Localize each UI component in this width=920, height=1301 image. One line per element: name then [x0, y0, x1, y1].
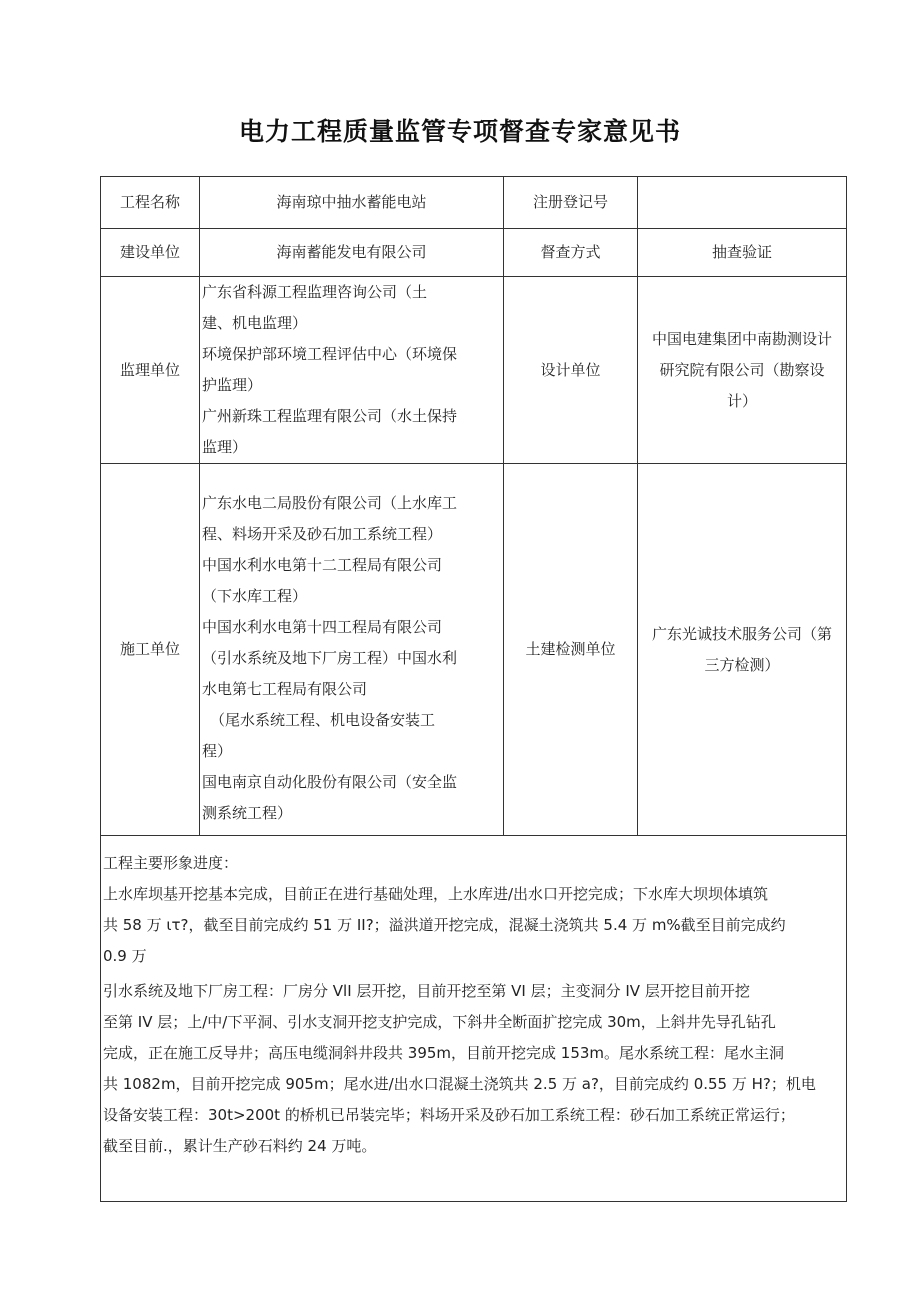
- label-project-name: 工程名称: [101, 177, 200, 229]
- design-line: 研究院有限公司（勘察设: [659, 360, 825, 379]
- progress-line: 共 58 万 ιτ?，截至目前完成约 51 万 II?；溢洪道开挖完成，混凝土浇筑共 5.4 万 m%截至目前完成约: [103, 916, 786, 934]
- value-construction-owner: 海南蓄能发电有限公司: [200, 229, 504, 277]
- label-supervisor: 监理单位: [101, 277, 200, 464]
- value-registration-number: [638, 177, 847, 229]
- value-testing-unit: [638, 464, 847, 836]
- progress-line: 至第 IV 层；上/中/下平洞、引水支洞开挖支护完成，下斜井全断面扩挖完成 30m，上斜井先导孔钻孔: [103, 1013, 776, 1031]
- label-construction-unit: 施工单位: [101, 464, 200, 836]
- progress-line: 上水库坝基开挖基本完成，目前正在进行基础处理，上水库进/出水口开挖完成；下水库大坝坝体填筑: [103, 885, 769, 903]
- construction-line: 中国水利水电第十四工程局有限公司: [202, 618, 443, 636]
- row-supervisor: [101, 277, 847, 464]
- progress-line: 完成，正在施工反导井；高压电缆洞斜井段共 395m，目前开挖完成 153m。尾水系统工程：尾水主洞: [103, 1044, 785, 1062]
- page-title: 电力工程质量监管专项督查专家意见书: [238, 117, 681, 146]
- inspection-form-table: [100, 176, 847, 1202]
- supervisor-line: 环境保护部环境工程评估中心（环境保: [202, 345, 458, 363]
- supervisor-line: 护监理）: [202, 376, 263, 394]
- progress-section: [101, 836, 847, 1202]
- design-line: 计）: [726, 391, 757, 410]
- label-testing-unit: 土建检测单位: [504, 464, 638, 836]
- progress-line: 共 1082m，目前开挖完成 905m；尾水进/出水口混凝土浇筑共 2.5 万 a?，目前完成约 0.55 万 H?；机电: [103, 1075, 816, 1093]
- row-progress: [101, 836, 847, 1202]
- supervisor-line: 建、机电监理）: [202, 314, 308, 332]
- progress-paragraph-1: [103, 879, 844, 972]
- progress-line: 引水系统及地下厂房工程：厂房分 VlI 层开挖，目前开挖至第 VI 层；主变洞分 IV 层开挖目前开挖: [103, 982, 750, 1000]
- progress-line: 0.9 万: [103, 947, 147, 965]
- label-inspection-method: 督查方式: [504, 229, 638, 277]
- testing-line: 广东光诚技术服务公司（第: [651, 624, 832, 643]
- value-construction-unit: [200, 464, 504, 836]
- label-design-unit: 设计单位: [504, 277, 638, 464]
- value-design-unit: [638, 277, 847, 464]
- construction-line: 程、料场开采及砂石加工系统工程）: [202, 525, 443, 543]
- design-line: 中国电建集团中南勘测设计: [651, 329, 832, 348]
- supervisor-line: 广州新珠工程监理有限公司（水土保持: [202, 407, 458, 425]
- supervisor-line: 广东省科源工程监理咨询公司（土: [202, 283, 428, 301]
- construction-line: （尾水系统工程、机电设备安装工: [210, 711, 436, 729]
- construction-line: 水电第七工程局有限公司: [202, 680, 368, 698]
- testing-line: 三方检测）: [704, 655, 780, 674]
- supervisor-line: 监理）: [202, 438, 248, 456]
- row-builder: [101, 229, 847, 277]
- label-construction-owner: 建设单位: [101, 229, 200, 277]
- construction-line: 广东水电二局股份有限公司（上水库工: [202, 494, 458, 512]
- construction-line: （引水系统及地下厂房工程）中国水利: [202, 649, 458, 667]
- construction-line: （下水库工程）: [202, 587, 308, 605]
- construction-line: 中国水利水电第十二工程局有限公司: [202, 556, 443, 574]
- row-construction: [101, 464, 847, 836]
- progress-line: 设备安装工程：30t>200t 的桥机已吊装完毕；料场开采及砂石加工系统工程：砂石加工系统正常运行；: [103, 1106, 795, 1124]
- progress-heading: 工程主要形象进度：: [103, 854, 239, 872]
- value-supervisor: [200, 277, 504, 464]
- value-project-name: 海南琼中抽水蓄能电站: [200, 177, 504, 229]
- progress-line: 截至目前.，累计生产砂石料约 24 万吨。: [103, 1137, 377, 1155]
- construction-line: 国电南京自动化股份有限公司（安全监: [202, 773, 458, 791]
- progress-paragraph-2: [103, 976, 844, 1162]
- construction-line: 程）: [202, 742, 233, 760]
- row-project: [101, 177, 847, 229]
- value-inspection-method: 抽查验证: [638, 229, 847, 277]
- label-registration-number: 注册登记号: [504, 177, 638, 229]
- construction-line: 测系统工程）: [202, 804, 293, 822]
